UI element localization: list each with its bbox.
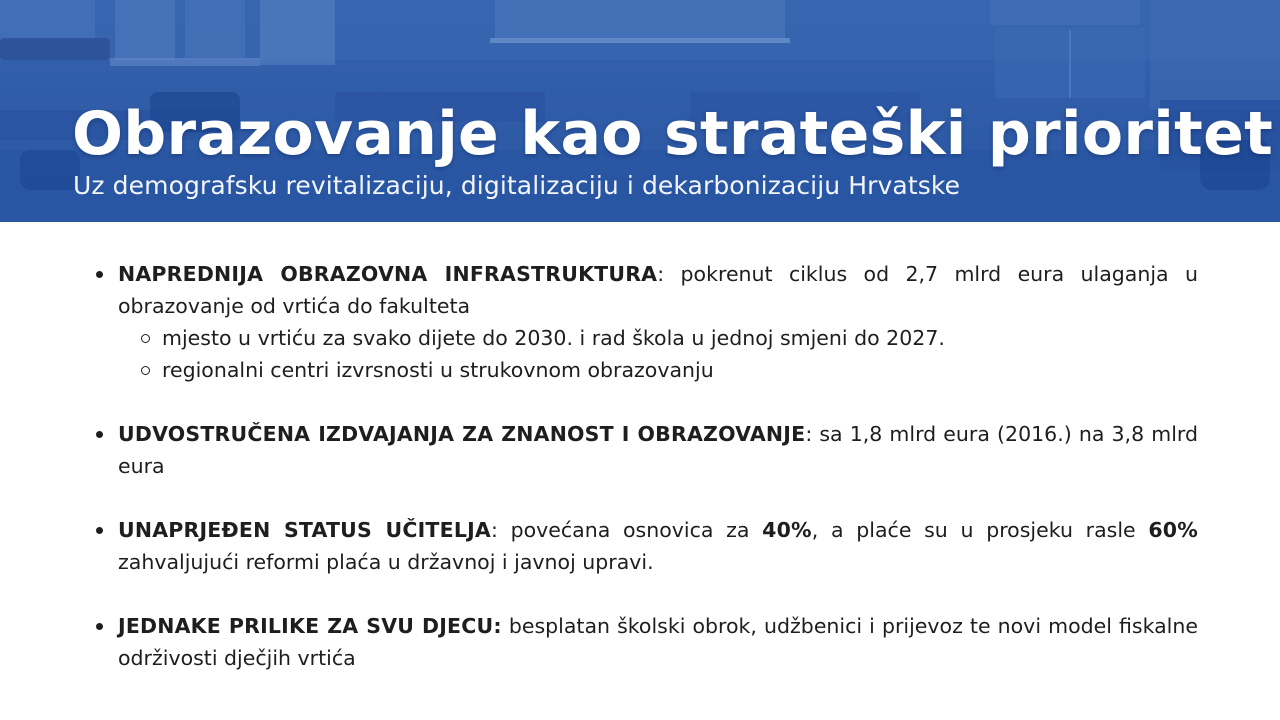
sub-item: mjesto u vrtiću za svako dijete do 2030. i rad škola u jednoj smjeni do 2027. (118, 322, 1198, 354)
bullet-text: , a plaće su u prosjeku rasle (811, 518, 1149, 542)
bullet-heading: JEDNAKE PRILIKE ZA SVU DJECU: (118, 614, 502, 638)
sub-list (118, 322, 1198, 386)
sub-item: regionalni centri izvrsnosti u strukovnom obrazovanju (118, 354, 1198, 386)
bullet-heading: NAPREDNIJA OBRAZOVNA INFRASTRUKTURA (118, 262, 658, 286)
header-banner (0, 0, 1280, 222)
bullet-text: zahvaljujući reformi plaća u državnoj i javnoj upravi. (118, 550, 654, 574)
bullet-text: besplatan školski obrok, udžbenici i prijevoz te novi model fiskalne održivosti dječjih vrtića (118, 614, 1198, 670)
bullet-list (92, 258, 1198, 706)
highlight-40-percent: 40% (762, 518, 812, 542)
bullet-heading: UDVOSTRUČENA IZDVAJANJA ZA ZNANOST I OBRAZOVANJE (118, 422, 806, 446)
bullet-equal-opportunities (92, 610, 1198, 674)
bullet-heading: UNAPRJEĐEN STATUS UČITELJA (118, 518, 491, 542)
bullet-teacher-status (92, 514, 1198, 578)
highlight-60-percent: 60% (1148, 518, 1199, 542)
bullet-funding (92, 418, 1198, 482)
bullet-infrastructure (92, 258, 1198, 386)
bullet-text: : sa 1,8 mlrd eura (2016.) na 3,8 mlrd eura (118, 422, 1198, 478)
bullet-text: : pokrenut ciklus od 2,7 mlrd eura ulaganja u obrazovanje od vrtića do fakulteta (118, 262, 1198, 318)
page-title: Obrazovanje kao strateški prioritet (72, 99, 1274, 169)
page-subtitle: Uz demografsku revitalizaciju, digitalizaciju i dekarbonizaciju Hrvatske (73, 171, 961, 200)
bullet-text: : povećana osnovica za (490, 518, 763, 542)
